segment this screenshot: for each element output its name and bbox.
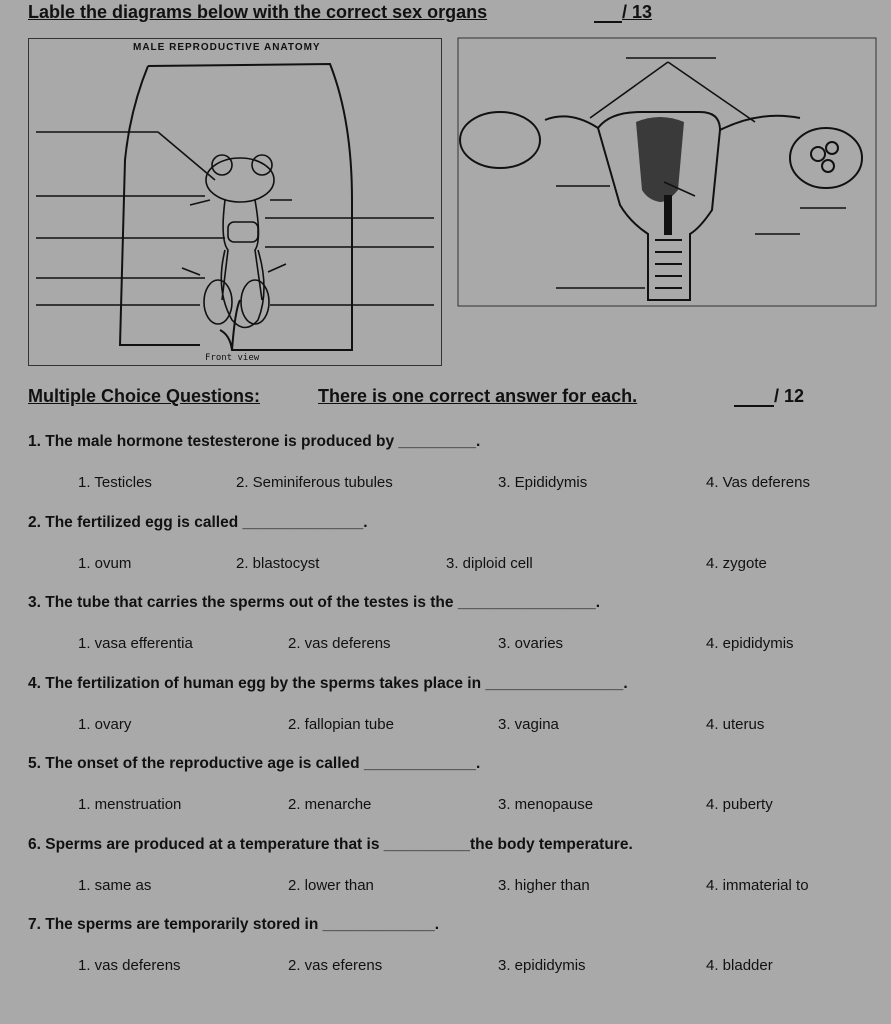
cervical-canal xyxy=(664,195,672,235)
question-2-option-1[interactable]: 1. ovum xyxy=(78,555,132,572)
question-number: 3. xyxy=(28,594,46,611)
question-5-option-2[interactable]: 2. menarche xyxy=(288,796,372,813)
question-3 xyxy=(28,594,600,612)
question-7 xyxy=(28,916,439,934)
answer-blank[interactable]: __________ xyxy=(383,836,470,853)
question-text: The tube that carries the sperms out of the testes is the xyxy=(45,594,454,611)
front-view-label: Front view xyxy=(205,353,260,363)
question-5-option-3[interactable]: 3. menopause xyxy=(498,796,594,813)
question-ending: . xyxy=(595,594,601,611)
score-total: / 13 xyxy=(622,2,653,22)
mc-header xyxy=(28,386,260,407)
female-label-lines xyxy=(556,58,846,288)
male-body-outline xyxy=(120,64,352,350)
question-text: The fertilization of human egg by the sperms takes place in xyxy=(45,675,482,692)
question-1-option-2[interactable]: 2. Seminiferous tubules xyxy=(236,474,393,491)
question-1-option-4[interactable]: 4. Vas deferens xyxy=(706,474,810,491)
question-7-option-1[interactable]: 1. vas deferens xyxy=(78,957,181,974)
question-5-option-4[interactable]: 4. puberty xyxy=(706,796,773,813)
question-3-option-3[interactable]: 3. ovaries xyxy=(498,635,564,652)
question-7-option-4[interactable]: 4. bladder xyxy=(706,957,773,974)
question-5 xyxy=(28,755,480,773)
mc-score xyxy=(734,386,804,407)
question-2-option-2[interactable]: 2. blastocyst xyxy=(236,555,320,572)
question-1-option-3[interactable]: 3. Epididymis xyxy=(498,474,588,491)
question-1-option-1[interactable]: 1. Testicles xyxy=(78,474,152,491)
question-number: 1. xyxy=(28,433,46,450)
question-4-option-1[interactable]: 1. ovary xyxy=(78,716,132,733)
mc-score-blank[interactable] xyxy=(734,387,774,407)
question-7-option-3[interactable]: 3. epididymis xyxy=(498,957,586,974)
question-ending: . xyxy=(623,675,628,692)
question-text: The sperms are temporarily stored in xyxy=(45,916,319,933)
male-diagram-caption: MALE REPRODUCTIVE ANATOMY xyxy=(133,42,321,53)
question-ending: . xyxy=(363,514,368,531)
question-6-option-2[interactable]: 2. lower than xyxy=(288,877,374,894)
question-2-option-4[interactable]: 4. zygote xyxy=(706,555,767,572)
mc-instruction-wrap xyxy=(318,386,637,407)
mc-heading: Multiple Choice Questions: xyxy=(28,386,261,406)
question-ending: . xyxy=(476,755,481,772)
question-2 xyxy=(28,514,368,532)
question-6 xyxy=(28,836,633,854)
question-4-option-2[interactable]: 2. fallopian tube xyxy=(288,716,394,733)
male-organs xyxy=(182,155,292,328)
question-5-option-1[interactable]: 1. menstruation xyxy=(78,796,182,813)
question-number: 7. xyxy=(28,916,46,933)
question-4 xyxy=(28,675,628,693)
question-ending: . xyxy=(434,916,440,933)
question-6-option-4[interactable]: 4. immaterial to xyxy=(706,877,809,894)
question-number: 5. xyxy=(28,755,46,772)
question-3-option-4[interactable]: 4. epididymis xyxy=(706,635,794,652)
answer-blank[interactable]: _____________ xyxy=(322,916,435,933)
question-4-option-4[interactable]: 4. uterus xyxy=(706,716,765,733)
question-number: 2. xyxy=(28,514,46,531)
question-6-option-1[interactable]: 1. same as xyxy=(78,877,152,894)
question-3-option-1[interactable]: 1. vasa efferentia xyxy=(78,635,193,652)
question-ending: . xyxy=(475,433,481,450)
mc-score-total: / 12 xyxy=(774,386,805,406)
question-2-option-3[interactable]: 3. diploid cell xyxy=(446,555,533,572)
answer-blank[interactable]: _________ xyxy=(398,433,476,450)
question-3-option-2[interactable]: 2. vas deferens xyxy=(288,635,391,652)
question-text: The fertilized egg is called xyxy=(45,514,239,531)
question-text: The male hormone testesterone is produced by xyxy=(45,433,395,450)
question-number: 6. xyxy=(28,836,46,853)
mc-instruction: There is one correct answer for each. xyxy=(318,386,638,406)
question-text: Sperms are produced at a temperature that is xyxy=(45,836,380,853)
title-text: Lable the diagrams below with the correct sex organs xyxy=(28,2,488,22)
question-7-option-2[interactable]: 2. vas eferens xyxy=(288,957,383,974)
answer-blank[interactable]: ________________ xyxy=(457,594,596,611)
question-6-option-3[interactable]: 3. higher than xyxy=(498,877,590,894)
question-text: The onset of the reproductive age is called xyxy=(45,755,360,772)
answer-blank[interactable]: ______________ xyxy=(242,514,364,531)
answer-blank[interactable]: _____________ xyxy=(363,755,477,772)
uterine-lining xyxy=(636,117,684,202)
answer-blank[interactable]: ________________ xyxy=(485,675,624,692)
question-4-option-3[interactable]: 3. vagina xyxy=(498,716,559,733)
question-1 xyxy=(28,433,480,451)
question-number: 4. xyxy=(28,675,46,692)
question-ending: the body temperature. xyxy=(469,836,633,853)
